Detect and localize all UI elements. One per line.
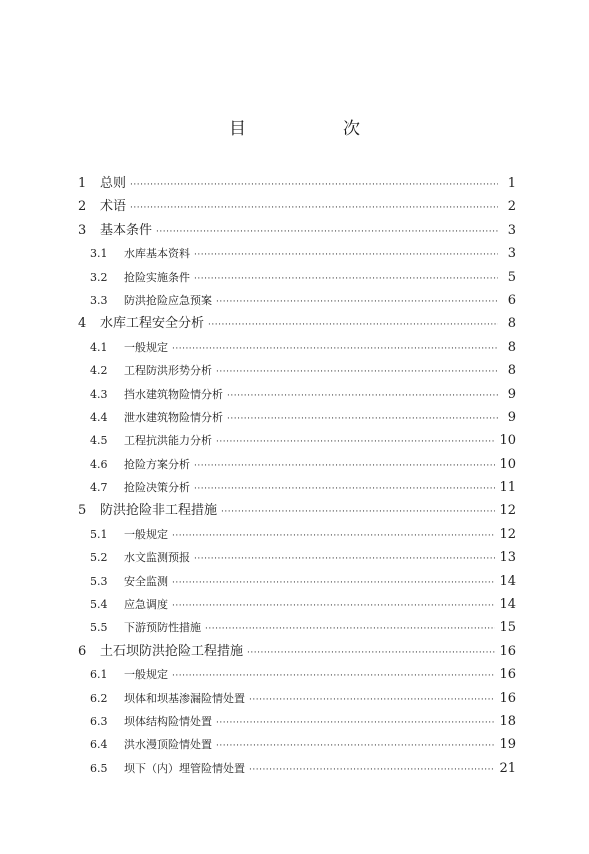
toc-section-entry	[78, 383, 516, 406]
toc-section-entry	[78, 476, 516, 499]
page-title: 目 次	[229, 119, 400, 139]
toc-section-entry	[78, 733, 516, 756]
toc-section-entry	[78, 757, 516, 780]
toc-entry-page-number: 12	[499, 526, 516, 542]
toc-dot-leader	[194, 244, 498, 267]
toc-entry-title: 坝下（内）埋管险情处置	[124, 761, 245, 775]
toc-entry-page-number: 18	[499, 713, 516, 729]
toc-entry-number: 4.3	[90, 387, 108, 401]
toc-dot-leader	[221, 501, 495, 524]
toc-entry-page-number: 10	[499, 433, 516, 449]
toc-section-entry	[78, 523, 516, 546]
toc-dot-leader	[249, 689, 495, 712]
toc-entry-title: 泄水建筑物险情分析	[124, 410, 223, 424]
toc-dot-leader	[208, 314, 498, 337]
toc-entry-number: 2	[78, 199, 87, 215]
toc-entry-number: 6.1	[90, 668, 108, 682]
toc-chapter-entry	[78, 195, 516, 218]
toc-dot-leader	[172, 665, 495, 688]
toc-entry-number: 6.4	[90, 738, 108, 752]
toc-dot-leader	[249, 759, 495, 782]
toc-dot-leader	[247, 642, 495, 665]
toc-entry-title: 土石坝防洪抢险工程措施	[100, 643, 244, 659]
toc-entry-number: 3	[78, 222, 87, 238]
toc-entry-page-number: 6	[507, 292, 516, 308]
toc-dot-leader	[216, 712, 495, 735]
toc-entry-number: 5.2	[90, 551, 108, 565]
toc-entry-page-number: 12	[499, 503, 516, 519]
toc-section-entry	[78, 406, 516, 429]
toc-entry-title: 挡水建筑物险情分析	[124, 387, 223, 401]
toc-chapter-entry	[78, 499, 516, 522]
toc-dot-leader	[194, 548, 495, 571]
toc-entry-title: 水文监测预报	[124, 551, 190, 565]
toc-dot-leader	[130, 197, 498, 220]
toc-entry-number: 4.1	[90, 340, 108, 354]
toc-entry-title: 防洪抢险应急预案	[124, 293, 212, 307]
toc-entry-number: 1	[78, 176, 87, 191]
toc-entry-page-number: 3	[507, 222, 516, 238]
toc-entry-title: 坝体和坝基渗漏险情处置	[124, 691, 245, 705]
toc-entry-page-number: 14	[499, 573, 516, 589]
toc-chapter-entry	[78, 640, 516, 663]
toc-entry-title: 工程防洪形势分析	[124, 364, 212, 378]
toc-entry-number: 3.2	[90, 270, 108, 284]
toc-dot-leader	[172, 525, 495, 548]
toc-entry-title: 基本条件	[100, 222, 153, 238]
toc-entry-number: 6.3	[90, 714, 108, 728]
toc-section-entry	[78, 710, 516, 733]
toc-entry-title: 水库基本资料	[124, 247, 190, 261]
toc-section-entry	[78, 242, 516, 265]
toc-entry-number: 4	[78, 316, 87, 332]
toc-entry-number: 4.6	[90, 457, 108, 471]
toc-entry-page-number: 19	[499, 737, 516, 753]
toc-entry-number: 3.3	[90, 293, 108, 307]
toc-entry-page-number: 16	[499, 690, 516, 706]
toc-entry-page-number: 3	[507, 246, 516, 262]
toc-chapter-entry	[78, 219, 516, 242]
toc-entry-number: 5	[78, 503, 87, 519]
toc-entry-title: 水库工程安全分析	[100, 316, 205, 332]
toc-dot-leader	[205, 618, 495, 641]
toc-entry-page-number: 8	[507, 316, 516, 332]
toc-dot-leader	[130, 174, 498, 197]
toc-entry-number: 4.4	[90, 410, 108, 424]
toc-entry-title: 抢险决策分析	[124, 481, 190, 495]
toc-entry-title: 下游预防性措施	[124, 621, 201, 635]
toc-chapter-entry	[78, 172, 516, 195]
toc-dot-leader	[194, 455, 495, 478]
toc-entry-page-number: 15	[499, 620, 516, 636]
toc-entry-number: 6	[78, 643, 87, 659]
toc-entry-title: 总则	[100, 176, 127, 191]
toc-entry-page-number: 9	[507, 386, 516, 402]
toc-section-entry	[78, 336, 516, 359]
toc-entry-page-number: 16	[499, 667, 516, 683]
toc-entry-number: 4.5	[90, 434, 108, 448]
toc-entry-title: 一般规定	[124, 527, 168, 541]
toc-entry-title: 抢险实施条件	[124, 270, 190, 284]
toc-entry-page-number: 10	[499, 456, 516, 472]
toc-entry-page-number: 8	[507, 339, 516, 355]
toc-entry-page-number: 9	[507, 409, 516, 425]
toc-chapter-entry	[78, 312, 516, 335]
toc-entry-number: 6.2	[90, 691, 108, 705]
toc-entry-number: 5.3	[90, 574, 108, 588]
toc-entry-number: 4.2	[90, 364, 108, 378]
toc-entry-number: 4.7	[90, 481, 108, 495]
toc-entry-title: 应急调度	[124, 598, 168, 612]
toc-entry-page-number: 13	[499, 550, 516, 566]
toc-entry-title: 术语	[100, 199, 127, 215]
toc-entry-number: 5.1	[90, 527, 108, 541]
toc-dot-leader	[216, 291, 498, 314]
toc-entry-title: 抢险方案分析	[124, 457, 190, 471]
toc-entry-title: 一般规定	[124, 340, 168, 354]
toc-entry-page-number: 16	[499, 643, 516, 659]
toc-section-entry	[78, 663, 516, 686]
toc-entry-page-number: 5	[507, 269, 516, 285]
table-of-contents	[78, 172, 516, 780]
toc-dot-leader	[194, 268, 498, 291]
toc-section-entry	[78, 687, 516, 710]
toc-entry-title: 防洪抢险非工程措施	[100, 503, 218, 519]
toc-entry-number: 5.4	[90, 598, 108, 612]
toc-entry-title: 坝体结构险情处置	[124, 714, 212, 728]
toc-section-entry	[78, 266, 516, 289]
toc-section-entry	[78, 289, 516, 312]
toc-dot-leader	[216, 735, 495, 758]
toc-entry-title: 安全监测	[124, 574, 168, 588]
toc-entry-title: 工程抗洪能力分析	[124, 434, 212, 448]
toc-entry-number: 3.1	[90, 247, 108, 261]
toc-dot-leader	[156, 221, 498, 244]
toc-section-entry	[78, 429, 516, 452]
toc-dot-leader	[216, 431, 495, 454]
toc-entry-page-number: 14	[499, 597, 516, 613]
toc-entry-page-number: 1	[507, 176, 516, 191]
toc-dot-leader	[216, 361, 498, 384]
toc-dot-leader	[172, 338, 498, 361]
toc-section-entry	[78, 570, 516, 593]
toc-entry-page-number: 11	[499, 480, 516, 496]
toc-dot-leader	[172, 572, 495, 595]
toc-dot-leader	[227, 385, 498, 408]
toc-dot-leader	[227, 408, 498, 431]
toc-section-entry	[78, 593, 516, 616]
toc-entry-page-number: 2	[507, 199, 516, 215]
toc-section-entry	[78, 359, 516, 382]
toc-entry-page-number: 8	[507, 363, 516, 379]
toc-section-entry	[78, 546, 516, 569]
toc-section-entry	[78, 453, 516, 476]
toc-dot-leader	[172, 595, 495, 618]
toc-entry-page-number: 21	[499, 760, 516, 776]
toc-entry-title: 一般规定	[124, 668, 168, 682]
toc-section-entry	[78, 616, 516, 639]
toc-entry-number: 5.5	[90, 621, 108, 635]
toc-dot-leader	[194, 478, 495, 501]
toc-entry-title: 洪水漫顶险情处置	[124, 738, 212, 752]
toc-entry-number: 6.5	[90, 761, 108, 775]
